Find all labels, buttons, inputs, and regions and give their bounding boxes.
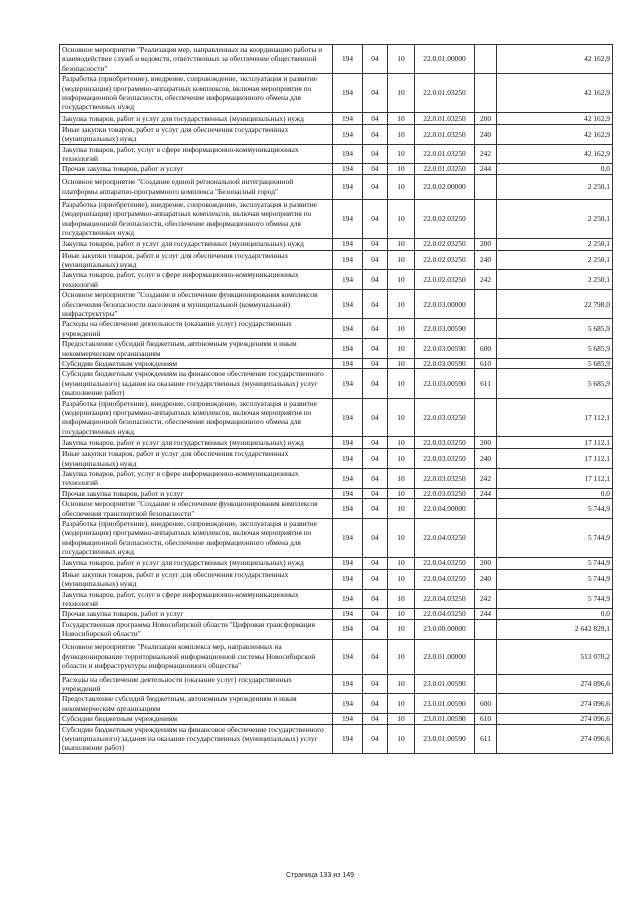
row-csr-cell: 22.0.03.03250 bbox=[415, 488, 475, 498]
row-pr-cell: 10 bbox=[388, 144, 415, 164]
row-name-cell: Иные закупки товаров, работ и услуг для обеспечения государственных (муниципальных) нужд bbox=[60, 569, 333, 589]
row-csr-cell: 22.0.01.03250 bbox=[415, 144, 475, 164]
row-rz-cell: 04 bbox=[363, 144, 388, 164]
row-vr-cell: 244 bbox=[475, 164, 497, 174]
row-pr-cell: 10 bbox=[388, 358, 415, 368]
row-name-cell: Иные закупки товаров, работ и услуг для обеспечения государственных (муниципальных) нужд bbox=[60, 250, 333, 270]
row-vr-cell: 244 bbox=[475, 609, 497, 619]
row-gr-cell: 194 bbox=[333, 270, 363, 290]
row-rz-cell: 04 bbox=[363, 124, 388, 144]
table-row bbox=[60, 250, 613, 270]
budget-table-body bbox=[60, 45, 613, 754]
table-row bbox=[60, 557, 613, 569]
table-row bbox=[60, 398, 613, 437]
row-vr-cell: 242 bbox=[475, 144, 497, 164]
row-vr-cell bbox=[475, 519, 497, 558]
row-name-cell: Закупка товаров, работ и услуг для государственных (муниципальных) нужд bbox=[60, 557, 333, 569]
row-pr-cell: 10 bbox=[388, 112, 415, 124]
row-sum-cell: 0,0 bbox=[497, 609, 613, 619]
row-csr-cell: 22.0.01.00000 bbox=[415, 45, 475, 74]
row-gr-cell: 194 bbox=[333, 398, 363, 437]
row-csr-cell: 23.0.01.00590 bbox=[415, 714, 475, 724]
row-name-cell: Предоставление субсидий бюджетным, автономным учреждениям и иным некоммерческим организациям bbox=[60, 694, 333, 714]
row-vr-cell bbox=[475, 619, 497, 639]
row-csr-cell: 22.0.03.00590 bbox=[415, 369, 475, 398]
row-rz-cell: 04 bbox=[363, 499, 388, 519]
row-csr-cell: 23.0.01.00590 bbox=[415, 674, 475, 694]
row-name-cell: Закупка товаров, работ, услуг в сфере информационно-коммуникационных технологий bbox=[60, 144, 333, 164]
row-csr-cell: 23.0.00.00000 bbox=[415, 619, 475, 639]
row-name-cell: Основное мероприятие "Создание и обеспечение функционирования комплексов обеспечения транспортной безопасности" bbox=[60, 499, 333, 519]
row-pr-cell: 10 bbox=[388, 488, 415, 498]
table-row bbox=[60, 499, 613, 519]
row-gr-cell: 194 bbox=[333, 557, 363, 569]
row-csr-cell: 22.0.01.03250 bbox=[415, 112, 475, 124]
row-vr-cell: 200 bbox=[475, 112, 497, 124]
row-rz-cell: 04 bbox=[363, 694, 388, 714]
row-name-cell: Основное мероприятие "Реализация комплекса мер, направленных на функционирование территориальной информационной системы Новосибирской области и инфраструктуры информационного общества" bbox=[60, 639, 333, 674]
row-rz-cell: 04 bbox=[363, 319, 388, 339]
row-pr-cell: 10 bbox=[388, 609, 415, 619]
row-sum-cell: 2 250,1 bbox=[497, 199, 613, 238]
row-gr-cell: 194 bbox=[333, 369, 363, 398]
row-pr-cell: 10 bbox=[388, 124, 415, 144]
row-csr-cell: 22.0.02.03250 bbox=[415, 199, 475, 238]
row-gr-cell: 194 bbox=[333, 609, 363, 619]
row-pr-cell: 10 bbox=[388, 714, 415, 724]
table-row bbox=[60, 519, 613, 558]
row-name-cell: Основное мероприятие "Создание единой региональной интеграционной платформы аппаратно-программного комплекса "Безопасный город" bbox=[60, 174, 333, 199]
row-pr-cell: 10 bbox=[388, 449, 415, 469]
row-vr-cell bbox=[475, 674, 497, 694]
row-sum-cell: 17 112,1 bbox=[497, 437, 613, 449]
row-gr-cell: 194 bbox=[333, 112, 363, 124]
table-row bbox=[60, 674, 613, 694]
row-gr-cell: 194 bbox=[333, 589, 363, 609]
row-sum-cell: 5 685,9 bbox=[497, 339, 613, 359]
row-sum-cell: 22 798,0 bbox=[497, 290, 613, 319]
row-rz-cell: 04 bbox=[363, 290, 388, 319]
row-vr-cell: 244 bbox=[475, 488, 497, 498]
row-sum-cell: 17 112,1 bbox=[497, 449, 613, 469]
table-row bbox=[60, 112, 613, 124]
row-pr-cell: 10 bbox=[388, 164, 415, 174]
row-name-cell: Расходы на обеспечение деятельности (оказание услуг) государственных учреждений bbox=[60, 674, 333, 694]
row-pr-cell: 10 bbox=[388, 199, 415, 238]
row-gr-cell: 194 bbox=[333, 569, 363, 589]
row-sum-cell: 42 162,9 bbox=[497, 144, 613, 164]
row-gr-cell: 194 bbox=[333, 174, 363, 199]
row-csr-cell: 22.0.01.03250 bbox=[415, 74, 475, 113]
row-csr-cell: 22.0.01.03250 bbox=[415, 164, 475, 174]
row-rz-cell: 04 bbox=[363, 398, 388, 437]
row-vr-cell: 240 bbox=[475, 250, 497, 270]
row-gr-cell: 194 bbox=[333, 45, 363, 74]
row-gr-cell: 194 bbox=[333, 238, 363, 250]
row-sum-cell: 274 096,6 bbox=[497, 724, 613, 753]
row-vr-cell: 240 bbox=[475, 449, 497, 469]
row-gr-cell: 194 bbox=[333, 519, 363, 558]
row-sum-cell: 5 744,9 bbox=[497, 519, 613, 558]
row-gr-cell: 194 bbox=[333, 437, 363, 449]
row-gr-cell: 194 bbox=[333, 449, 363, 469]
row-vr-cell: 240 bbox=[475, 124, 497, 144]
row-name-cell: Закупка товаров, работ и услуг для государственных (муниципальных) нужд bbox=[60, 112, 333, 124]
row-sum-cell: 5 744,9 bbox=[497, 557, 613, 569]
row-csr-cell: 22.0.03.00590 bbox=[415, 319, 475, 339]
row-rz-cell: 04 bbox=[363, 619, 388, 639]
row-name-cell: Основное мероприятие "Реализация мер, направленных на координацию работы и взаимодействие служб и ведомств, ответственных за обеспечение общественной безопасности" bbox=[60, 45, 333, 74]
row-vr-cell: 600 bbox=[475, 694, 497, 714]
table-row bbox=[60, 714, 613, 724]
row-name-cell: Прочая закупка товаров, работ и услуг bbox=[60, 488, 333, 498]
table-row bbox=[60, 569, 613, 589]
row-sum-cell: 0,0 bbox=[497, 164, 613, 174]
table-row bbox=[60, 319, 613, 339]
table-row bbox=[60, 124, 613, 144]
row-pr-cell: 10 bbox=[388, 319, 415, 339]
row-sum-cell: 274 096,6 bbox=[497, 694, 613, 714]
row-name-cell: Основное мероприятие "Создание и обеспечение функционирования комплексов обеспечения безопасности населения и муниципальной (коммунальной) инфраструктуры" bbox=[60, 290, 333, 319]
row-pr-cell: 10 bbox=[388, 557, 415, 569]
row-csr-cell: 22.0.04.03250 bbox=[415, 589, 475, 609]
row-csr-cell: 22.0.03.03250 bbox=[415, 469, 475, 489]
row-rz-cell: 04 bbox=[363, 112, 388, 124]
row-pr-cell: 10 bbox=[388, 74, 415, 113]
row-sum-cell: 42 162,9 bbox=[497, 74, 613, 113]
row-pr-cell: 10 bbox=[388, 437, 415, 449]
table-row bbox=[60, 199, 613, 238]
row-pr-cell: 10 bbox=[388, 619, 415, 639]
row-pr-cell: 10 bbox=[388, 569, 415, 589]
row-gr-cell: 194 bbox=[333, 319, 363, 339]
row-gr-cell: 194 bbox=[333, 639, 363, 674]
table-row bbox=[60, 164, 613, 174]
row-sum-cell: 42 162,9 bbox=[497, 112, 613, 124]
row-gr-cell: 194 bbox=[333, 714, 363, 724]
row-sum-cell: 42 162,9 bbox=[497, 45, 613, 74]
row-rz-cell: 04 bbox=[363, 639, 388, 674]
table-row bbox=[60, 694, 613, 714]
table-row bbox=[60, 619, 613, 639]
table-row bbox=[60, 45, 613, 74]
row-csr-cell: 22.0.01.03250 bbox=[415, 124, 475, 144]
row-sum-cell: 2 250,1 bbox=[497, 238, 613, 250]
row-rz-cell: 04 bbox=[363, 339, 388, 359]
row-name-cell: Разработка (приобретение), внедрение, сопровождение, эксплуатация и развитие (модернизация) программно-аппаратных комплексов, включая мероприятия по информационной безопасности, обеспечение информационного обмена для государственных нужд bbox=[60, 519, 333, 558]
row-sum-cell: 2 642 829,1 bbox=[497, 619, 613, 639]
row-rz-cell: 04 bbox=[363, 609, 388, 619]
row-sum-cell: 5 744,9 bbox=[497, 569, 613, 589]
row-name-cell: Субсидии бюджетным учреждениям bbox=[60, 358, 333, 368]
table-row bbox=[60, 724, 613, 753]
table-row bbox=[60, 589, 613, 609]
row-gr-cell: 194 bbox=[333, 74, 363, 113]
row-rz-cell: 04 bbox=[363, 569, 388, 589]
table-row bbox=[60, 290, 613, 319]
row-gr-cell: 194 bbox=[333, 339, 363, 359]
row-name-cell: Иные закупки товаров, работ и услуг для обеспечения государственных (муниципальных) нужд bbox=[60, 449, 333, 469]
row-csr-cell: 22.0.03.00590 bbox=[415, 358, 475, 368]
row-sum-cell: 2 250,1 bbox=[497, 250, 613, 270]
row-vr-cell: 610 bbox=[475, 358, 497, 368]
row-name-cell: Закупка товаров, работ, услуг в сфере информационно-коммуникационных технологий bbox=[60, 589, 333, 609]
row-rz-cell: 04 bbox=[363, 174, 388, 199]
row-sum-cell: 274 096,6 bbox=[497, 714, 613, 724]
row-pr-cell: 10 bbox=[388, 369, 415, 398]
row-gr-cell: 194 bbox=[333, 724, 363, 753]
row-vr-cell: 200 bbox=[475, 238, 497, 250]
row-pr-cell: 10 bbox=[388, 270, 415, 290]
row-rz-cell: 04 bbox=[363, 674, 388, 694]
row-csr-cell: 22.0.02.03250 bbox=[415, 250, 475, 270]
row-csr-cell: 22.0.04.03250 bbox=[415, 609, 475, 619]
budget-table bbox=[59, 44, 613, 754]
row-vr-cell bbox=[475, 499, 497, 519]
row-vr-cell bbox=[475, 319, 497, 339]
row-pr-cell: 10 bbox=[388, 499, 415, 519]
row-name-cell: Иные закупки товаров, работ и услуг для обеспечения государственных (муниципальных) нужд bbox=[60, 124, 333, 144]
page-number: Страница 133 из 149 bbox=[285, 872, 355, 879]
row-gr-cell: 194 bbox=[333, 144, 363, 164]
table-row bbox=[60, 270, 613, 290]
table-row bbox=[60, 449, 613, 469]
row-sum-cell: 0,0 bbox=[497, 488, 613, 498]
row-vr-cell bbox=[475, 639, 497, 674]
row-sum-cell: 5 744,9 bbox=[497, 589, 613, 609]
row-vr-cell bbox=[475, 174, 497, 199]
row-name-cell: Государственная программа Новосибирской области "Цифровая трансформация Новосибирской области" bbox=[60, 619, 333, 639]
row-sum-cell: 42 162,9 bbox=[497, 124, 613, 144]
row-gr-cell: 194 bbox=[333, 488, 363, 498]
row-gr-cell: 194 bbox=[333, 694, 363, 714]
row-name-cell: Субсидии бюджетным учреждениям bbox=[60, 714, 333, 724]
table-row bbox=[60, 437, 613, 449]
row-name-cell: Разработка (приобретение), внедрение, сопровождение, эксплуатация и развитие (модернизация) программно-аппаратных комплексов, включая мероприятия по информационной безопасности, обеспечение информационного обмена для государственных нужд bbox=[60, 74, 333, 113]
row-rz-cell: 04 bbox=[363, 714, 388, 724]
row-rz-cell: 04 bbox=[363, 589, 388, 609]
row-csr-cell: 22.0.03.00590 bbox=[415, 339, 475, 359]
row-vr-cell bbox=[475, 398, 497, 437]
row-vr-cell: 610 bbox=[475, 714, 497, 724]
row-pr-cell: 10 bbox=[388, 519, 415, 558]
row-name-cell: Прочая закупка товаров, работ и услуг bbox=[60, 609, 333, 619]
row-vr-cell: 242 bbox=[475, 270, 497, 290]
table-row bbox=[60, 144, 613, 164]
row-csr-cell: 22.0.04.03250 bbox=[415, 519, 475, 558]
row-vr-cell bbox=[475, 199, 497, 238]
row-sum-cell: 2 250,1 bbox=[497, 270, 613, 290]
row-pr-cell: 10 bbox=[388, 694, 415, 714]
row-rz-cell: 04 bbox=[363, 369, 388, 398]
row-rz-cell: 04 bbox=[363, 519, 388, 558]
row-gr-cell: 194 bbox=[333, 199, 363, 238]
row-sum-cell: 513 070,2 bbox=[497, 639, 613, 674]
table-row bbox=[60, 469, 613, 489]
row-csr-cell: 22.0.04.03250 bbox=[415, 569, 475, 589]
row-rz-cell: 04 bbox=[363, 164, 388, 174]
table-row bbox=[60, 609, 613, 619]
row-sum-cell: 5 685,9 bbox=[497, 369, 613, 398]
row-name-cell: Закупка товаров, работ и услуг для государственных (муниципальных) нужд bbox=[60, 238, 333, 250]
row-pr-cell: 10 bbox=[388, 174, 415, 199]
row-rz-cell: 04 bbox=[363, 250, 388, 270]
row-csr-cell: 22.0.03.03250 bbox=[415, 398, 475, 437]
row-rz-cell: 04 bbox=[363, 449, 388, 469]
row-name-cell: Субсидии бюджетным учреждениям на финансовое обеспечение государственного (муниципального) задания на оказание государственных (муниципальных) услуг (выполнение работ) bbox=[60, 369, 333, 398]
row-rz-cell: 04 bbox=[363, 724, 388, 753]
row-pr-cell: 10 bbox=[388, 469, 415, 489]
row-csr-cell: 23.0.01.00590 bbox=[415, 724, 475, 753]
row-rz-cell: 04 bbox=[363, 437, 388, 449]
row-gr-cell: 194 bbox=[333, 250, 363, 270]
row-gr-cell: 194 bbox=[333, 469, 363, 489]
row-name-cell: Разработка (приобретение), внедрение, сопровождение, эксплуатация и развитие (модернизация) программно-аппаратных комплексов, включая мероприятия по информационной безопасности, обеспечение информационного обмена для государственных нужд bbox=[60, 199, 333, 238]
table-row bbox=[60, 74, 613, 113]
row-vr-cell: 242 bbox=[475, 589, 497, 609]
row-vr-cell: 200 bbox=[475, 437, 497, 449]
row-rz-cell: 04 bbox=[363, 488, 388, 498]
row-gr-cell: 194 bbox=[333, 499, 363, 519]
row-rz-cell: 04 bbox=[363, 45, 388, 74]
row-csr-cell: 22.0.04.00000 bbox=[415, 499, 475, 519]
row-rz-cell: 04 bbox=[363, 238, 388, 250]
row-pr-cell: 10 bbox=[388, 250, 415, 270]
row-sum-cell: 17 112,1 bbox=[497, 469, 613, 489]
row-pr-cell: 10 bbox=[388, 589, 415, 609]
row-rz-cell: 04 bbox=[363, 74, 388, 113]
row-sum-cell: 5 685,9 bbox=[497, 358, 613, 368]
row-rz-cell: 04 bbox=[363, 557, 388, 569]
row-name-cell: Прочая закупка товаров, работ и услуг bbox=[60, 164, 333, 174]
row-vr-cell: 611 bbox=[475, 369, 497, 398]
row-name-cell: Закупка товаров, работ и услуг для государственных (муниципальных) нужд bbox=[60, 437, 333, 449]
row-sum-cell: 5 744,9 bbox=[497, 499, 613, 519]
row-name-cell: Закупка товаров, работ, услуг в сфере информационно-коммуникационных технологий bbox=[60, 270, 333, 290]
row-rz-cell: 04 bbox=[363, 270, 388, 290]
row-vr-cell: 600 bbox=[475, 339, 497, 359]
row-sum-cell: 5 685,9 bbox=[497, 319, 613, 339]
table-row bbox=[60, 358, 613, 368]
row-gr-cell: 194 bbox=[333, 619, 363, 639]
table-row bbox=[60, 488, 613, 498]
table-row bbox=[60, 369, 613, 398]
row-csr-cell: 22.0.03.03250 bbox=[415, 449, 475, 469]
row-vr-cell: 242 bbox=[475, 469, 497, 489]
row-pr-cell: 10 bbox=[388, 339, 415, 359]
row-csr-cell: 22.0.03.00000 bbox=[415, 290, 475, 319]
row-vr-cell: 200 bbox=[475, 557, 497, 569]
row-sum-cell: 274 096,6 bbox=[497, 674, 613, 694]
row-rz-cell: 04 bbox=[363, 199, 388, 238]
row-name-cell: Предоставление субсидий бюджетным, автономным учреждениям и иным некоммерческим организациям bbox=[60, 339, 333, 359]
row-gr-cell: 194 bbox=[333, 164, 363, 174]
row-pr-cell: 10 bbox=[388, 724, 415, 753]
document-page bbox=[59, 44, 612, 754]
row-rz-cell: 04 bbox=[363, 358, 388, 368]
row-name-cell: Разработка (приобретение), внедрение, сопровождение, эксплуатация и развитие (модернизация) программно-аппаратных комплексов, включая мероприятия по информационной безопасности, обеспечение информационного обмена для государственных нужд bbox=[60, 398, 333, 437]
row-csr-cell: 22.0.02.03250 bbox=[415, 238, 475, 250]
row-vr-cell: 240 bbox=[475, 569, 497, 589]
row-csr-cell: 22.0.03.03250 bbox=[415, 437, 475, 449]
row-pr-cell: 10 bbox=[388, 45, 415, 74]
row-gr-cell: 194 bbox=[333, 290, 363, 319]
row-csr-cell: 23.0.01.00590 bbox=[415, 694, 475, 714]
row-gr-cell: 194 bbox=[333, 124, 363, 144]
row-rz-cell: 04 bbox=[363, 469, 388, 489]
row-vr-cell bbox=[475, 290, 497, 319]
row-name-cell: Закупка товаров, работ, услуг в сфере информационно-коммуникационных технологий bbox=[60, 469, 333, 489]
row-vr-cell: 611 bbox=[475, 724, 497, 753]
row-pr-cell: 10 bbox=[388, 290, 415, 319]
row-vr-cell bbox=[475, 45, 497, 74]
row-csr-cell: 22.0.02.03250 bbox=[415, 270, 475, 290]
row-vr-cell bbox=[475, 74, 497, 113]
table-row bbox=[60, 339, 613, 359]
row-pr-cell: 10 bbox=[388, 674, 415, 694]
row-gr-cell: 194 bbox=[333, 358, 363, 368]
table-row bbox=[60, 639, 613, 674]
row-csr-cell: 23.0.01.00000 bbox=[415, 639, 475, 674]
row-pr-cell: 10 bbox=[388, 398, 415, 437]
row-name-cell: Субсидии бюджетным учреждениям на финансовое обеспечение государственного (муниципального) задания на оказание государственных (муниципальных) услуг (выполнение работ) bbox=[60, 724, 333, 753]
table-row bbox=[60, 238, 613, 250]
row-csr-cell: 22.0.04.03250 bbox=[415, 557, 475, 569]
row-gr-cell: 194 bbox=[333, 674, 363, 694]
row-name-cell: Расходы на обеспечение деятельности (оказание услуг) государственных учреждений bbox=[60, 319, 333, 339]
row-sum-cell: 17 112,1 bbox=[497, 398, 613, 437]
row-pr-cell: 10 bbox=[388, 238, 415, 250]
row-pr-cell: 10 bbox=[388, 639, 415, 674]
table-row bbox=[60, 174, 613, 199]
row-csr-cell: 22.0.02.00000 bbox=[415, 174, 475, 199]
row-sum-cell: 2 250,1 bbox=[497, 174, 613, 199]
